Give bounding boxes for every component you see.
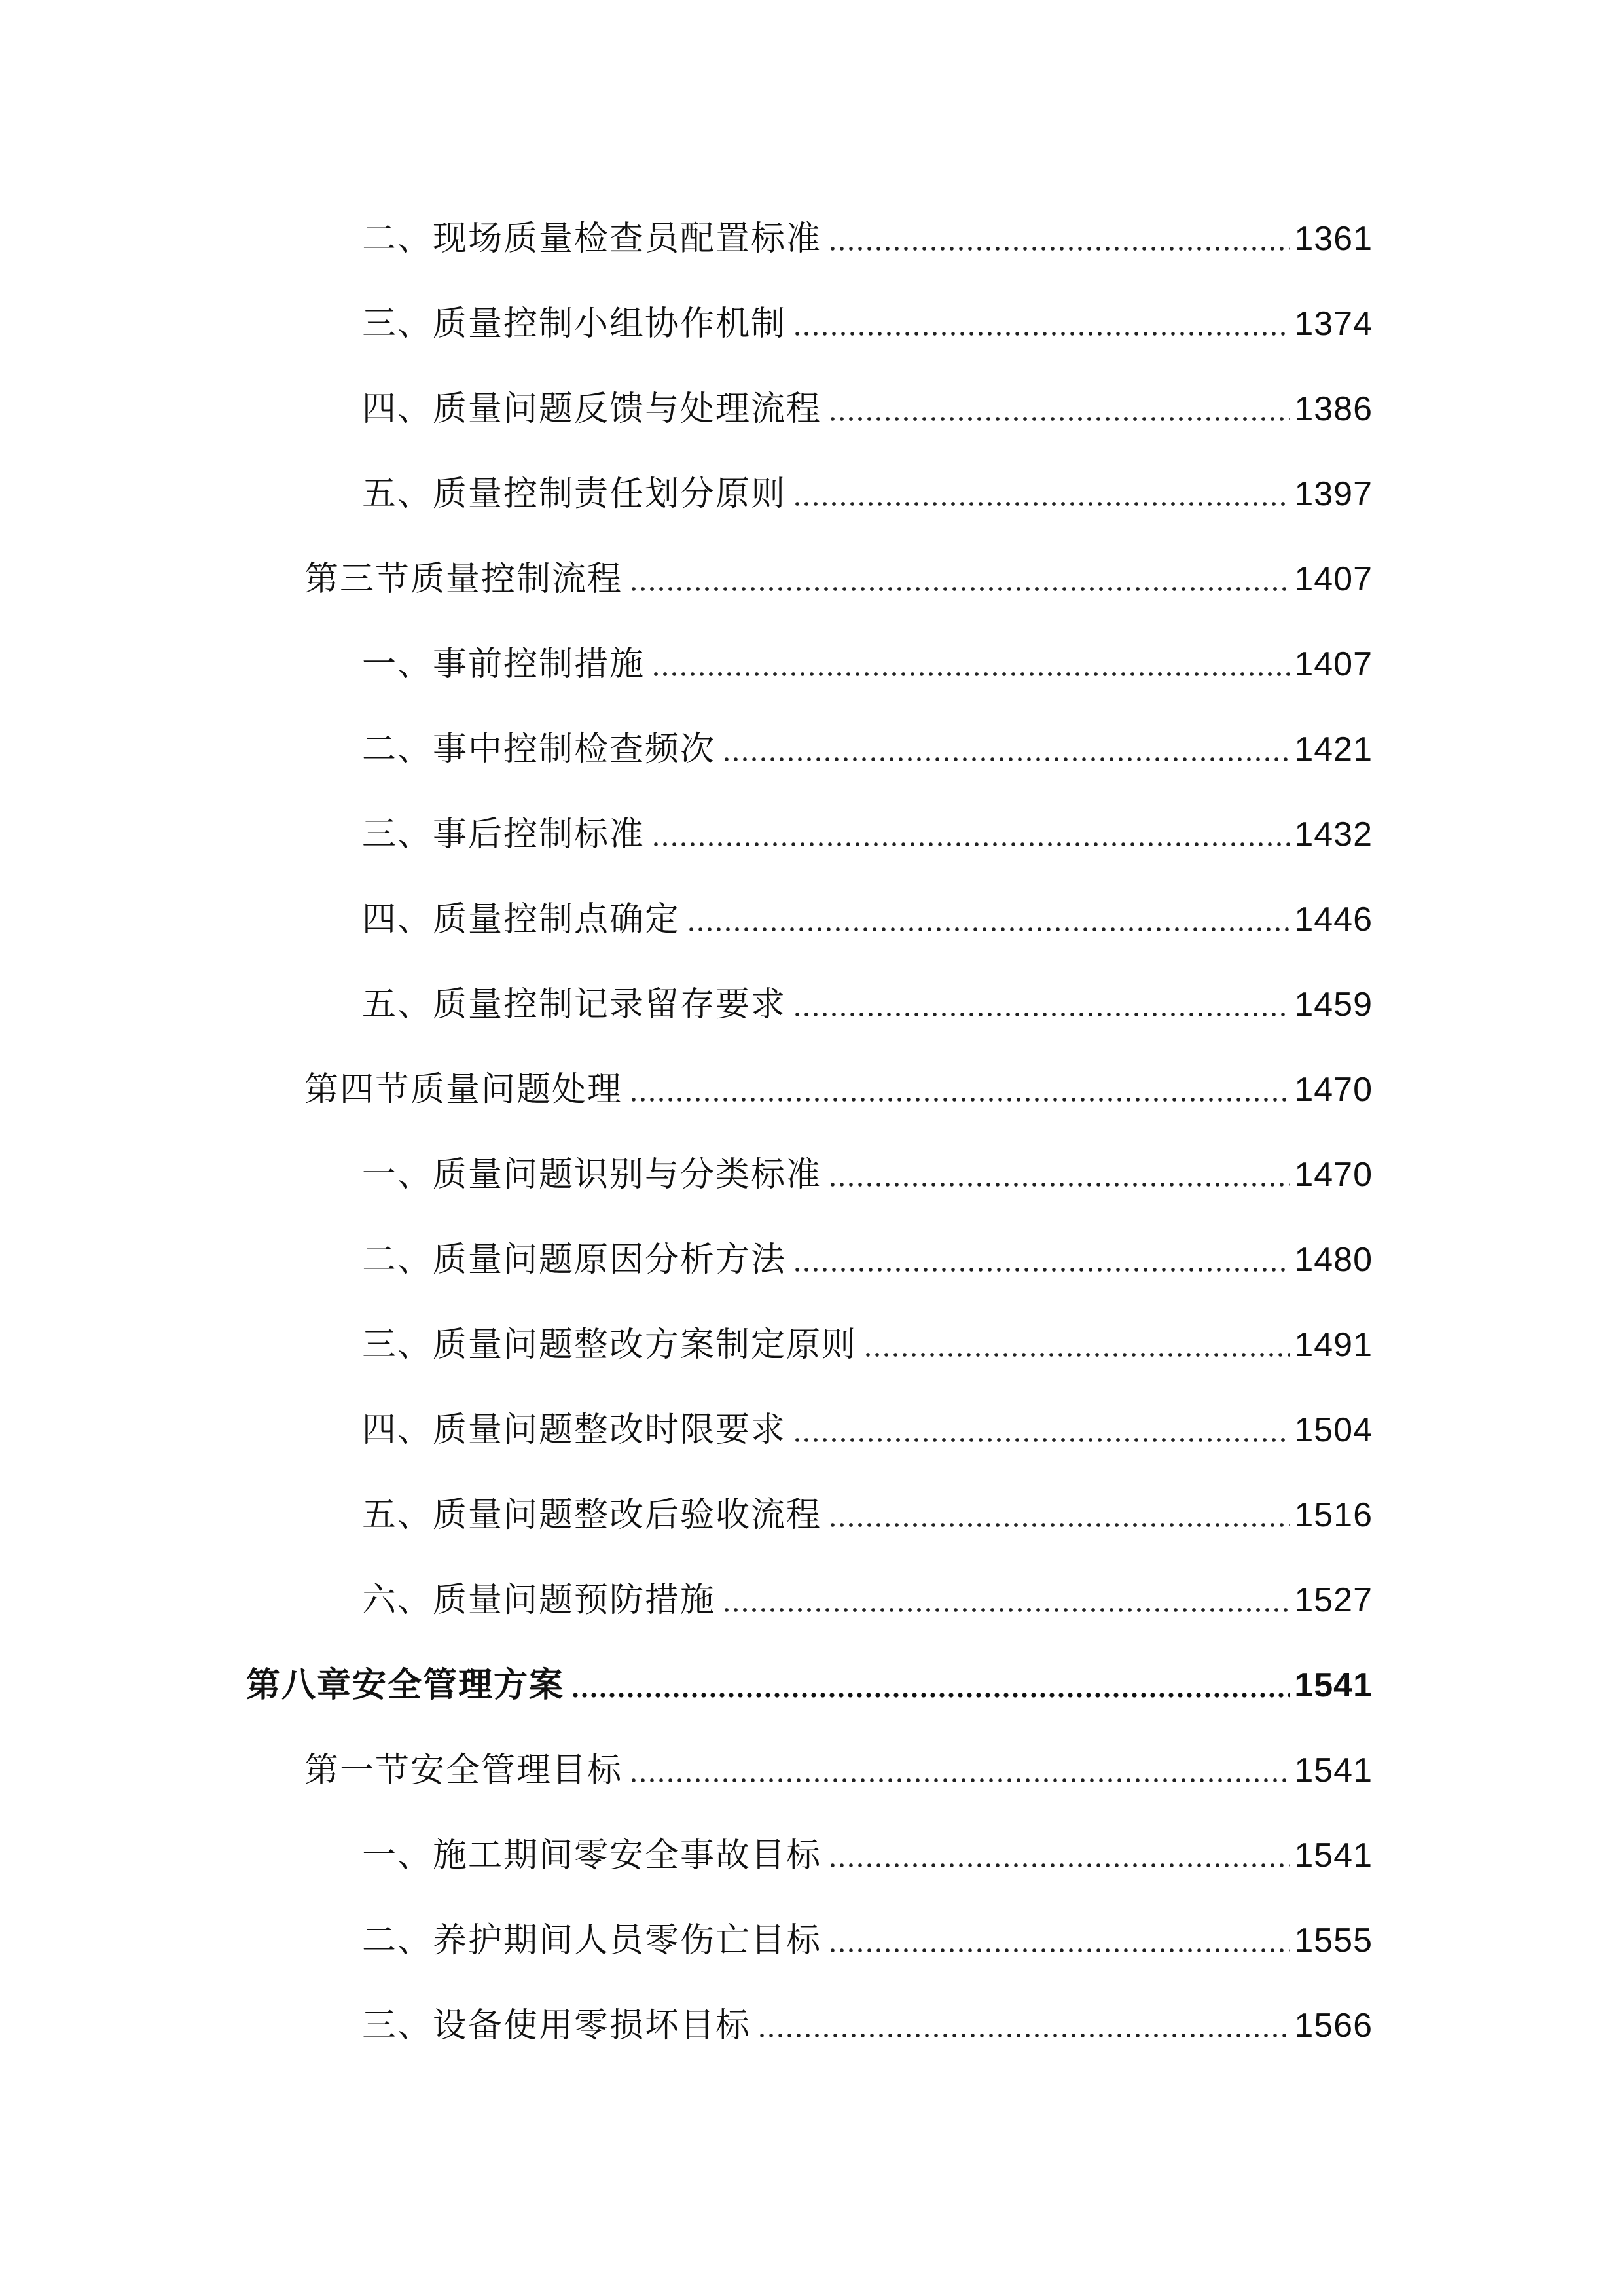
toc-dot-leader (757, 2032, 1290, 2039)
toc-entry-title: 一、施工期间零安全事故目标 (362, 1836, 822, 1875)
toc-entry[interactable] (362, 383, 1373, 435)
toc-chapter-entry[interactable] (246, 1659, 1373, 1712)
toc-entry-title: 四、质量问题反馈与处理流程 (362, 389, 822, 429)
toc-entry-page-number: 1555 (1294, 1922, 1373, 1960)
toc-entry-page-number: 1432 (1294, 816, 1373, 853)
toc-entry-title: 三、事后控制标准 (362, 815, 645, 854)
toc-entry-title: 五、质量控制记录留存要求 (362, 985, 787, 1024)
toc-entry[interactable] (362, 1149, 1373, 1201)
toc-dot-leader (571, 1692, 1290, 1698)
toc-entry-title: 四、质量控制点确定 (362, 900, 681, 939)
toc-entry-page-number: 1541 (1294, 1837, 1373, 1874)
toc-entry[interactable] (362, 1319, 1373, 1371)
toc-entry-page-number: 1541 (1294, 1666, 1373, 1704)
toc-dot-leader (828, 416, 1290, 422)
toc-entry-page-number: 1459 (1294, 986, 1373, 1024)
toc-entry-page-number: 1480 (1294, 1241, 1373, 1279)
toc-entry-page-number: 1386 (1294, 390, 1373, 428)
toc-entry-title: 四、质量问题整改时限要求 (362, 1410, 787, 1450)
toc-entry-page-number: 1446 (1294, 901, 1373, 939)
toc-entry-title: 二、质量问题原因分析方法 (362, 1240, 787, 1280)
toc-entry-page-number: 1374 (1294, 305, 1373, 343)
toc-entry-page-number: 1407 (1294, 645, 1373, 683)
toc-entry-page-number: 1407 (1294, 560, 1373, 598)
toc-dot-leader (687, 926, 1290, 933)
toc-entry-page-number: 1397 (1294, 475, 1373, 513)
toc-entry[interactable] (362, 213, 1373, 265)
toc-entry-page-number: 1491 (1294, 1326, 1373, 1364)
toc-entry[interactable] (362, 723, 1373, 776)
toc-entry[interactable] (362, 1489, 1373, 1541)
toc-entry-page-number: 1361 (1294, 220, 1373, 258)
toc-entry-title: 六、质量问题预防措施 (362, 1581, 716, 1620)
toc-entry[interactable] (362, 1574, 1373, 1626)
toc-entry-page-number: 1541 (1294, 1751, 1373, 1789)
toc-dot-leader (793, 331, 1290, 337)
toc-entry-page-number: 1470 (1294, 1071, 1373, 1109)
toc-dot-leader (629, 586, 1290, 592)
toc-dot-leader (828, 1862, 1290, 1869)
toc-dot-leader (629, 1777, 1290, 1784)
toc-dot-leader (793, 501, 1290, 507)
toc-entry[interactable] (362, 1404, 1373, 1456)
toc-dot-leader (793, 1266, 1290, 1273)
toc-entry[interactable] (362, 978, 1373, 1031)
toc-entry-title: 二、现场质量检查员配置标准 (362, 219, 822, 259)
toc-entry[interactable] (362, 468, 1373, 520)
toc-dot-leader (629, 1096, 1290, 1103)
toc-dot-leader (828, 1947, 1290, 1954)
toc-section-entry[interactable] (304, 553, 1373, 605)
toc-dot-leader (651, 841, 1290, 848)
toc-section-entry[interactable] (304, 1064, 1373, 1116)
toc-entry-page-number: 1566 (1294, 2007, 1373, 2045)
toc-entry-title: 第三节质量控制流程 (304, 560, 623, 599)
toc-entry-page-number: 1504 (1294, 1411, 1373, 1449)
toc-dot-leader (793, 1011, 1290, 1018)
toc-entry-title: 二、养护期间人员零伤亡目标 (362, 1921, 822, 1960)
toc-entry[interactable] (362, 808, 1373, 861)
toc-entry-title: 三、质量问题整改方案制定原则 (362, 1325, 857, 1365)
toc-dot-leader (828, 1522, 1290, 1528)
toc-entry[interactable] (362, 1914, 1373, 1967)
toc-dot-leader (651, 671, 1290, 677)
toc-dot-leader (828, 245, 1290, 252)
toc-entry[interactable] (362, 1234, 1373, 1286)
toc-entry-title: 第一节安全管理目标 (304, 1751, 623, 1790)
toc-entry-page-number: 1470 (1294, 1156, 1373, 1194)
toc-entry-page-number: 1421 (1294, 730, 1373, 768)
toc-entry-title: 三、设备使用零损坏目标 (362, 2006, 751, 2045)
toc-dot-leader (722, 756, 1290, 762)
toc-entry-title: 五、质量问题整改后验收流程 (362, 1496, 822, 1535)
toc-entry-title: 一、事前控制措施 (362, 645, 645, 684)
toc-entry-title: 二、事中控制检查频次 (362, 730, 716, 769)
toc-entry-page-number: 1527 (1294, 1581, 1373, 1619)
toc-entry-title: 一、质量问题识别与分类标准 (362, 1155, 822, 1194)
toc-entry-title: 第八章安全管理方案 (246, 1666, 565, 1705)
toc-entry[interactable] (362, 638, 1373, 691)
toc-section-entry[interactable] (304, 1744, 1373, 1797)
toc-entry-title: 三、质量控制小组协作机制 (362, 304, 787, 344)
toc-entry[interactable] (362, 2000, 1373, 2052)
toc-dot-leader (863, 1352, 1290, 1358)
toc-dot-leader (722, 1607, 1290, 1613)
toc-dot-leader (828, 1181, 1290, 1188)
toc-entry-page-number: 1516 (1294, 1496, 1373, 1534)
toc-entry-title: 第四节质量问题处理 (304, 1070, 623, 1109)
toc-entry[interactable] (362, 1829, 1373, 1882)
toc-entry[interactable] (362, 298, 1373, 350)
toc-dot-leader (793, 1437, 1290, 1443)
toc-entry-title: 五、质量控制责任划分原则 (362, 475, 787, 514)
toc-entry[interactable] (362, 893, 1373, 946)
